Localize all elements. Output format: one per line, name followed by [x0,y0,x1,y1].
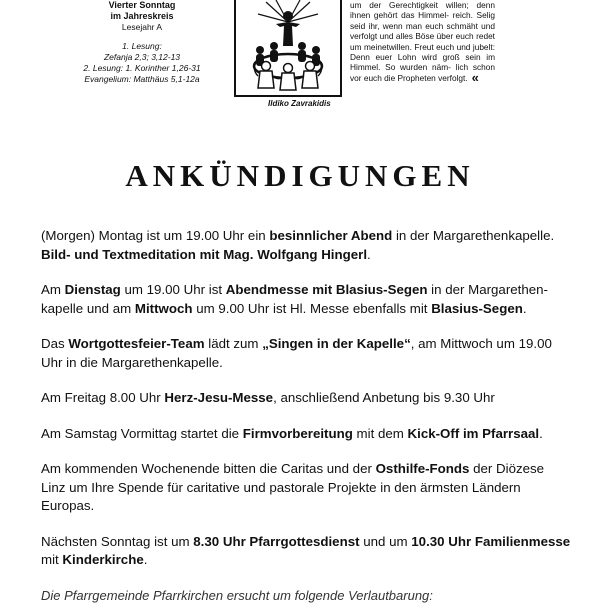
announcement-highlight: Abendmesse mit Blasius-Segen [225,282,428,297]
announcement-text: Das [41,336,69,351]
announcement-text: in der Margarethen-kapelle und am [41,282,548,316]
announcement-paragraph [41,227,571,264]
announcement-paragraph [41,425,571,444]
second-reading: 2. Lesung: 1. Korinther 1,26-31 [83,63,201,73]
announcement-highlight: Herz-Jesu-Messe [164,390,274,405]
announcement-text: und um [359,533,412,549]
gospel-excerpt-line: reich. Selig seid ihr, wenn man [350,10,495,31]
page-title: ANKÜNDIGUNGEN [125,158,475,193]
announcement-text: , am Mittwoch um 19.00 Uhr in die Margarethenkapelle. [41,336,552,370]
announcement-text: . [367,246,371,262]
gospel-excerpt-line: jubelt: Denn euer Lohn wird groß [350,41,495,63]
announcement-text: , anschließend Anbetung bis 9.30 Uhr [273,390,495,405]
announcement-text: . [143,552,148,567]
reading-year: Lesejahr A [121,22,163,32]
gospel-excerpt [350,0,495,83]
announcement-paragraph [41,335,571,372]
gospel-excerpt-line: euch schmäht und verfolgt und [350,20,495,42]
announcement-text: mit dem [352,425,408,441]
gospel-excerpt-line: um der Gerechtigkeit willen; [350,0,477,10]
sunday-title-line1: Vierter Sonntag [108,0,176,10]
announcement-highlight: Bild- und Textmeditation mit Mag. Wolfgang Hingerl [41,246,368,262]
announcement-highlight: besinnlicher Abend [269,228,393,243]
announcement-text: . [522,300,527,316]
announcement-highlight: Dienstag [64,282,121,297]
gospel-excerpt-line: alles Böse über euch redet um [350,31,495,52]
announcement-highlight: Blasius-Segen [431,300,523,316]
announcement-highlight: Mittwoch [134,300,193,316]
announcement-highlight: Wortgottesfeier-Team [68,336,205,351]
announcement-text: Am Samstag Vormittag startet die [41,425,243,441]
illustration-drawing [236,0,340,95]
announcement-text: . [539,425,543,441]
gospel-excerpt-line: meinetwillen. Freut euch und [363,41,473,52]
announcement-paragraph [41,460,571,516]
announcement-text: um 9.00 Uhr ist Hl. Messe ebenfalls mit [192,300,432,316]
announcement-highlight: „Singen in der Kapelle“ [262,336,411,351]
gospel-excerpt-line: lich schon vor euch die Propheten [350,62,495,83]
announcement-highlight: Osthilfe-Fonds [375,461,470,476]
first-reading-label: 1. Lesung: [122,41,162,51]
illustration-credit: Ildiko Zavrakidis [268,99,331,108]
sunday-title-line2: im Jahreskreis [110,11,174,21]
announcement-highlight: 8.30 Uhr Pfarrgottesdienst [193,533,360,549]
announcement-text: in der Margarethenkapelle. [392,228,555,243]
announcement-highlight: Kick-Off im Pfarrsaal [407,425,540,441]
gospel-excerpt-line: verfolgt. [438,72,468,83]
cutoff-line: Die Pfarrgemeinde Pfarrkirchen ersucht um folgende Verlautbarung: [41,588,433,603]
announcement-highlight: Kinderkirche [62,552,144,567]
announcement-highlight: Firmvorbereitung [242,425,353,441]
announcements-list [41,227,571,587]
announcement-text: lädt zum [204,336,263,351]
announcement-text: Nächsten Sonntag ist um [41,533,194,549]
gospel-reading: Evangelium: Matthäus 5,1-12a [84,74,200,84]
announcement-text: Am [41,282,65,297]
announcement-text: um 19.00 Uhr ist [120,282,226,297]
announcement-text: mit [41,552,63,567]
gospel-excerpt-line: sein im Himmel. So wurden näm- [350,52,496,73]
announcement-text: (Morgen) Montag ist um 19.00 Uhr ein [41,228,270,243]
illustration-jesus-with-people [234,0,342,97]
announcement-paragraph [41,533,571,570]
gospel-excerpt-line: denn ihnen gehört das Himmel- [350,0,495,21]
announcement-text: der Diözese Linz um Ihre Spende für caritative und pastorale Projekte in den ärmsten Ländern Europas. [41,461,545,513]
liturgy-info [82,0,202,85]
double-chevron-left-icon: « [471,69,479,85]
announcement-paragraph [41,281,571,318]
first-reading-ref: Zefanja 2,3; 3,12-13 [103,52,181,62]
announcement-text: Am Freitag 8.00 Uhr [41,390,165,405]
announcement-text: Am kommenden Wochenende bitten die Caritas und der [41,461,376,476]
announcement-paragraph [41,389,571,408]
bulletin-header [0,0,600,125]
announcement-highlight: 10.30 Uhr Familienmesse [411,533,571,549]
